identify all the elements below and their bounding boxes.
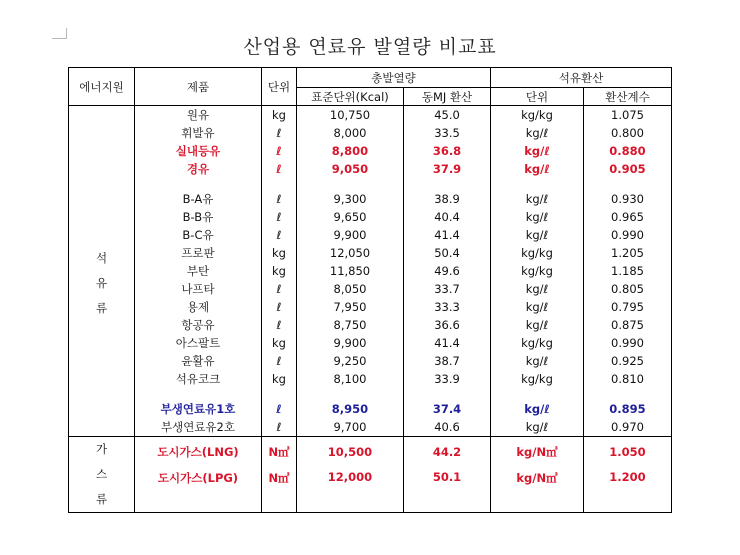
oil-unit-cell: kg/ℓ [491,280,584,298]
table-row [69,106,672,125]
oil-unit-cell: kg/ℓ [491,124,584,142]
product-cell: 원유 [135,106,262,125]
category-char: 석 [95,251,108,265]
unit-cell: ℓ [262,142,297,160]
header-mj: 동MJ 환산 [404,88,491,106]
table-row [69,226,672,244]
oil-unit-cell: kg/N㎥ [491,467,584,513]
table-row [69,437,672,467]
unit-cell: ℓ [262,316,297,334]
unit-cell: N㎥ [262,467,297,513]
kcal-cell: 11,850 [297,262,404,280]
unit-cell: ℓ [262,208,297,226]
unit-cell: ℓ [262,352,297,370]
kcal-cell: 8,800 [297,142,404,160]
category-petroleum [69,106,135,437]
factor-cell: 0.905 [584,160,672,178]
unit-cell: N㎥ [262,437,297,467]
factor-cell: 0.880 [584,142,672,160]
oil-unit-cell: kg/ℓ [491,400,584,418]
category-char: 스 [95,467,108,481]
product-cell: B-C유 [135,226,262,244]
mj-cell: 38.7 [404,352,491,370]
oil-unit-cell: kg/ℓ [491,190,584,208]
oil-unit-cell: kg/kg [491,244,584,262]
oil-unit-cell: kg/ℓ [491,208,584,226]
product-cell: 경유 [135,160,262,178]
header-product: 제품 [135,68,262,106]
table-row [69,352,672,370]
unit-cell: kg [262,106,297,125]
table-row [69,142,672,160]
category-char: 류 [95,301,108,315]
unit-cell: kg [262,334,297,352]
product-cell: 부생연료유2호 [135,418,262,437]
mj-cell: 49.6 [404,262,491,280]
table-row [69,370,672,388]
table-row [69,124,672,142]
factor-cell: 0.965 [584,208,672,226]
header-unit: 단위 [262,68,297,106]
mj-cell: 50.1 [404,467,491,513]
kcal-cell: 10,500 [297,437,404,467]
kcal-cell: 9,900 [297,334,404,352]
mj-cell: 41.4 [404,334,491,352]
table-row [69,334,672,352]
oil-unit-cell: kg/kg [491,370,584,388]
category-char: 류 [95,492,108,506]
product-cell: B-A유 [135,190,262,208]
category-char: 가 [95,442,108,456]
oil-unit-cell: kg/ℓ [491,316,584,334]
unit-cell: kg [262,244,297,262]
mj-cell: 44.2 [404,437,491,467]
mj-cell: 50.4 [404,244,491,262]
product-cell: 석유코크 [135,370,262,388]
factor-cell: 0.925 [584,352,672,370]
unit-cell: ℓ [262,400,297,418]
table-row [69,298,672,316]
kcal-cell: 9,300 [297,190,404,208]
oil-unit-cell: kg/ℓ [491,352,584,370]
spacer-row [69,388,672,400]
product-cell: 부탄 [135,262,262,280]
kcal-cell: 12,000 [297,467,404,513]
header-oil-unit: 단위 [491,88,584,106]
mj-cell: 41.4 [404,226,491,244]
mj-cell: 45.0 [404,106,491,125]
factor-cell: 0.795 [584,298,672,316]
kcal-cell: 8,000 [297,124,404,142]
mj-cell: 36.6 [404,316,491,334]
header-energy: 에너지원 [69,68,135,106]
product-cell: 아스팔트 [135,334,262,352]
factor-cell: 0.805 [584,280,672,298]
table-row [69,262,672,280]
product-cell: 윤활유 [135,352,262,370]
product-cell: 도시가스(LNG) [135,437,262,467]
header-oil-conversion: 석유환산 [491,68,672,88]
product-cell: 나프타 [135,280,262,298]
unit-cell: ℓ [262,418,297,437]
factor-cell: 0.800 [584,124,672,142]
product-cell: B-B유 [135,208,262,226]
unit-cell: kg [262,370,297,388]
table-row [69,316,672,334]
product-cell: 도시가스(LPG) [135,467,262,513]
table-row [69,418,672,437]
table-row [69,190,672,208]
factor-cell: 0.970 [584,418,672,437]
unit-cell: ℓ [262,226,297,244]
kcal-cell: 7,950 [297,298,404,316]
unit-cell: kg [262,262,297,280]
factor-cell: 1.075 [584,106,672,125]
header-std-unit: 표준단위(Kcal) [297,88,404,106]
mj-cell: 37.4 [404,400,491,418]
kcal-cell: 8,100 [297,370,404,388]
kcal-cell: 9,900 [297,226,404,244]
oil-unit-cell: kg/N㎥ [491,437,584,467]
mj-cell: 38.9 [404,190,491,208]
factor-cell: 0.930 [584,190,672,208]
kcal-cell: 9,650 [297,208,404,226]
factor-cell: 1.050 [584,437,672,467]
oil-unit-cell: kg/ℓ [491,298,584,316]
kcal-cell: 10,750 [297,106,404,125]
unit-cell: ℓ [262,298,297,316]
factor-cell: 1.200 [584,467,672,513]
factor-cell: 0.990 [584,334,672,352]
header-gross-heat: 총발열량 [297,68,491,88]
heat-value-table [68,67,672,513]
unit-cell: ℓ [262,160,297,178]
table-row [69,160,672,178]
mj-cell: 37.9 [404,160,491,178]
table-row [69,467,672,513]
product-cell: 용제 [135,298,262,316]
mj-cell: 33.5 [404,124,491,142]
header-factor: 환산계수 [584,88,672,106]
oil-unit-cell: kg/ℓ [491,160,584,178]
table-row [69,208,672,226]
spacer-row [69,178,672,190]
product-cell: 항공유 [135,316,262,334]
oil-unit-cell: kg/ℓ [491,418,584,437]
kcal-cell: 9,050 [297,160,404,178]
product-cell: 프로판 [135,244,262,262]
table-row [69,280,672,298]
kcal-cell: 9,700 [297,418,404,437]
table-row [69,400,672,418]
category-gas [69,437,135,513]
kcal-cell: 8,950 [297,400,404,418]
mj-cell: 33.3 [404,298,491,316]
factor-cell: 1.205 [584,244,672,262]
mj-cell: 40.4 [404,208,491,226]
factor-cell: 0.875 [584,316,672,334]
factor-cell: 1.185 [584,262,672,280]
page-title: 산업용 연료유 발열량 비교표 [243,36,497,58]
unit-cell: ℓ [262,124,297,142]
oil-unit-cell: kg/kg [491,334,584,352]
kcal-cell: 9,250 [297,352,404,370]
table-row [69,244,672,262]
mj-cell: 36.8 [404,142,491,160]
product-cell: 휘발유 [135,124,262,142]
oil-unit-cell: kg/ℓ [491,226,584,244]
mj-cell: 33.9 [404,370,491,388]
product-cell: 실내등유 [135,142,262,160]
category-char: 유 [95,276,108,290]
oil-unit-cell: kg/kg [491,262,584,280]
unit-cell: ℓ [262,190,297,208]
mj-cell: 40.6 [404,418,491,437]
unit-cell: ℓ [262,280,297,298]
factor-cell: 0.990 [584,226,672,244]
kcal-cell: 12,050 [297,244,404,262]
oil-unit-cell: kg/ℓ [491,142,584,160]
kcal-cell: 8,750 [297,316,404,334]
factor-cell: 0.810 [584,370,672,388]
product-cell: 부생연료유1호 [135,400,262,418]
mj-cell: 33.7 [404,280,491,298]
factor-cell: 0.895 [584,400,672,418]
oil-unit-cell: kg/kg [491,106,584,125]
kcal-cell: 8,050 [297,280,404,298]
